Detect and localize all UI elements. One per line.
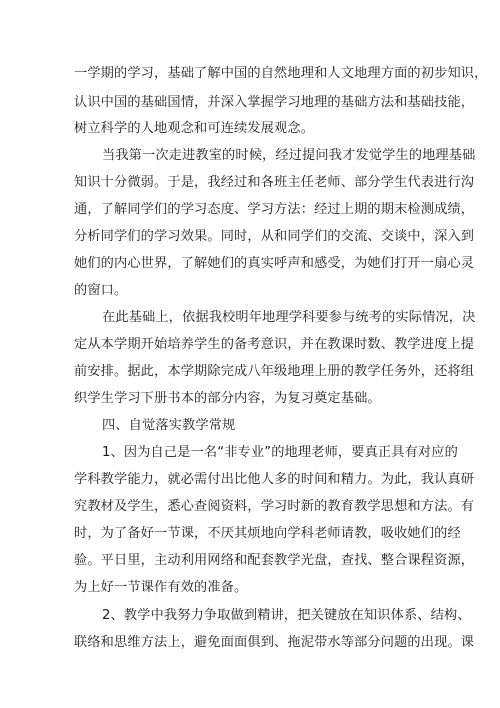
text-line: 为上好一节课作有效的准备。 xyxy=(74,580,248,595)
text-line: 分析同学们的学习效果。同时，从和同学们的交流、交谈中，深入到 xyxy=(74,229,475,244)
text-line: 前安排。据此，本学期除完成八年级地理上册的教学任务外，还将组 xyxy=(74,364,475,379)
text-line: 定从本学期开始培养学生的备考意识，并在教课时数、教学进度上提 xyxy=(74,337,475,352)
text-line: 学科教学能力，就必需付出比他人多的时间和精力。为此，我认真研 xyxy=(74,472,475,487)
text-line: 认识中国的基础国情，并深入掌握学习地理的基础方法和基础技能， xyxy=(74,95,475,110)
text-line: 织学生学习下册书本的部分内容，为复习奠定基础。 xyxy=(74,391,381,406)
text-line: 当我第一次走进教室的时候，经过提问我才发觉学生的地理基础 xyxy=(102,148,476,163)
text-line: 究教材及学生，悉心查阅资料，学习时新的教育教学思想和方法。有 xyxy=(74,499,475,514)
text-line: 知识十分微弱。于是，我经过和各班主任老师、部分学生代表进行沟 xyxy=(74,175,475,190)
text-line: 的窗口。 xyxy=(74,283,128,298)
text-line: 树立科学的人地观念和可连续发展观念。 xyxy=(74,121,315,136)
text-line: 通，了解同学们的学习态度、学习方法：经过上期的期末检测成绩， xyxy=(74,202,475,217)
text-line: 1、因为自己是一名“非专业”的地理老师，要真正具有对应的 xyxy=(102,445,458,460)
text-line: 验。平日里，主动利用网络和配套教学光盘，查找、整合课程资源， xyxy=(74,553,475,568)
text-line: 时，为了备好一节课，不厌其烦地向学科老师请教，吸收她们的经 xyxy=(74,526,461,541)
text-line: 一学期的学习，基础了解中国的自然地理和人文地理方面的初步知识， xyxy=(74,66,488,81)
text-line: 联络和思维方法上，避免面面俱到、拖泥带水等部分问题的出现。课 xyxy=(74,635,475,650)
text-line: 在此基础上，依据我校明年地理学科要参与统考的实际情况，决 xyxy=(102,310,476,325)
section-heading: 四、自觉落实教学常规 xyxy=(102,418,236,433)
text-line: 2、教学中我努力争取做到精讲，把关键放在知识体系、结构、 xyxy=(102,608,471,623)
text-line: 她们的内心世界，了解她们的真实呼声和感受，为她们打开一扇心灵 xyxy=(74,256,475,271)
